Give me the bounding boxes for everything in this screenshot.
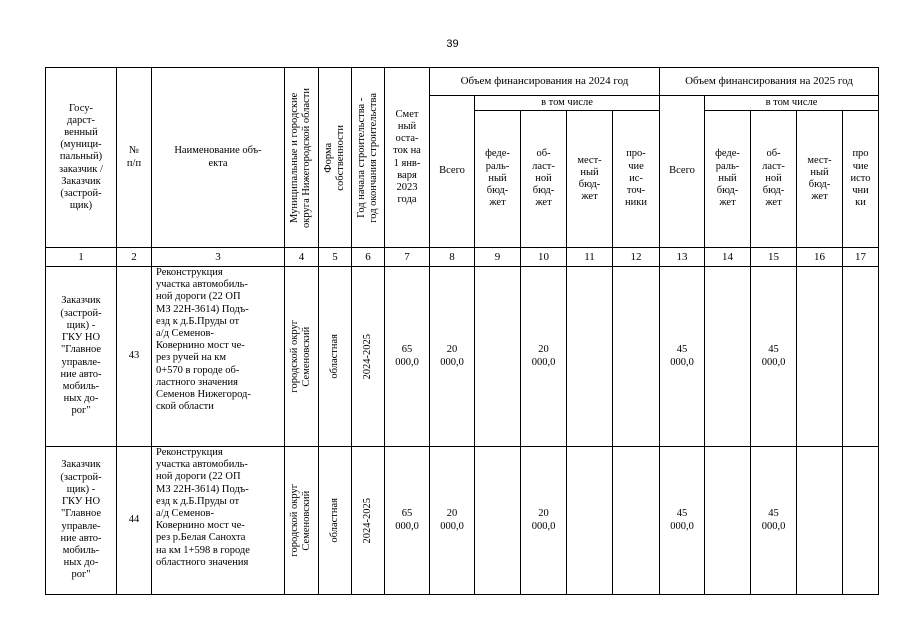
- years-text: 2024-2025: [361, 497, 373, 544]
- column-number: 16: [797, 248, 843, 267]
- header-including-2024: в том числе: [475, 96, 660, 111]
- header-total-2025: Всего: [660, 96, 705, 248]
- other-2025-cell: [843, 267, 879, 447]
- local-2025-cell: [797, 267, 843, 447]
- column-number: 9: [475, 248, 521, 267]
- header-ownership-cell: [319, 68, 352, 248]
- header-customer: Госу- дарст- венный (муници- пальный) заказчик / Заказчик (застрой- щик): [46, 68, 117, 248]
- other-2025-cell: [843, 447, 879, 595]
- estimate-cell: 65 000,0: [385, 447, 430, 595]
- header-years: Год начала строительства - год окончания строительства: [355, 92, 379, 223]
- regional-2024-cell: 20 000,0: [521, 267, 567, 447]
- column-number: 15: [751, 248, 797, 267]
- total-2024-cell: 20 000,0: [430, 267, 475, 447]
- row-number: 43: [117, 267, 152, 447]
- municipality-cell: [285, 267, 319, 447]
- years-text: 2024-2025: [361, 333, 373, 380]
- table-row: [46, 447, 879, 595]
- header-municipality: Муниципальные и городские округа Нижегородской области: [289, 87, 313, 228]
- ownership-cell: [319, 447, 352, 595]
- ownership-text: областная: [328, 498, 340, 543]
- customer-cell: Заказчик (застрой- щик) - ГКУ НО "Главное управле- ние авто- мобиль- ных до- рог": [46, 267, 117, 447]
- column-number: 13: [660, 248, 705, 267]
- municipality-cell: [285, 447, 319, 595]
- estimate-cell: 65 000,0: [385, 267, 430, 447]
- column-number: 8: [430, 248, 475, 267]
- column-number: 2: [117, 248, 152, 267]
- column-number: 14: [705, 248, 751, 267]
- ownership-text: областная: [328, 334, 340, 379]
- local-2025-cell: [797, 447, 843, 595]
- header-municipality-cell: [285, 68, 319, 248]
- header-federal-2024: феде- раль- ный бюд- жет: [475, 111, 521, 248]
- table-row: [46, 267, 879, 447]
- header-federal-2025: феде- раль- ный бюд- жет: [705, 111, 751, 248]
- other-2024-cell: [613, 267, 660, 447]
- object-name-cell: Реконструкция участка автомобиль- ной дороги (22 ОП МЗ 22Н-3614) Подъ- езд к д.Б.Пруды от а/д Семенов- Ковернино мост че- рез р.Белая Санохта на км 1+598 в городе областного значения: [152, 447, 285, 595]
- header-years-cell: [352, 68, 385, 248]
- page-number: 39: [446, 38, 459, 50]
- total-2025-cell: 45 000,0: [660, 447, 705, 595]
- header-regional-2025: об- ласт- ной бюд- жет: [751, 111, 797, 248]
- header-financing-2024: Объем финансирования на 2024 год: [430, 68, 660, 96]
- header-object-name: Наименование объ- екта: [152, 68, 285, 248]
- customer-cell: Заказчик (застрой- щик) - ГКУ НО "Главное управле- ние авто- мобиль- ных до- рог": [46, 447, 117, 595]
- federal-2024-cell: [475, 267, 521, 447]
- column-number: 5: [319, 248, 352, 267]
- financing-table: [45, 67, 879, 595]
- municipality-text: городской округ Семеновский: [289, 320, 313, 393]
- municipality-text: городской округ Семеновский: [289, 484, 313, 557]
- header-row-1: [46, 68, 879, 96]
- federal-2025-cell: [705, 447, 751, 595]
- total-2025-cell: 45 000,0: [660, 267, 705, 447]
- regional-2024-cell: 20 000,0: [521, 447, 567, 595]
- header-number: № п/п: [117, 68, 152, 248]
- header-total-2024: Всего: [430, 96, 475, 248]
- regional-2025-cell: 45 000,0: [751, 447, 797, 595]
- header-financing-2025: Объем финансирования на 2025 год: [660, 68, 879, 96]
- column-number: 3: [152, 248, 285, 267]
- column-number: 10: [521, 248, 567, 267]
- column-number: 1: [46, 248, 117, 267]
- other-2024-cell: [613, 447, 660, 595]
- years-cell: [352, 267, 385, 447]
- header-local-2024: мест- ный бюд- жет: [567, 111, 613, 248]
- ownership-cell: [319, 267, 352, 447]
- header-regional-2024: об- ласт- ной бюд- жет: [521, 111, 567, 248]
- column-number: 11: [567, 248, 613, 267]
- row-number: 44: [117, 447, 152, 595]
- header-ownership: Форма собственности: [322, 124, 346, 191]
- header-other-2024: про- чие ис- точ- ники: [613, 111, 660, 248]
- local-2024-cell: [567, 267, 613, 447]
- column-number: 17: [843, 248, 879, 267]
- column-number: 7: [385, 248, 430, 267]
- header-local-2025: мест- ный бюд- жет: [797, 111, 843, 248]
- column-number: 4: [285, 248, 319, 267]
- federal-2025-cell: [705, 267, 751, 447]
- header-estimate: Смет ный оста- ток на 1 янв- варя 2023 года: [385, 68, 430, 248]
- local-2024-cell: [567, 447, 613, 595]
- object-name-cell: Реконструкция участка автомобиль- ной дороги (22 ОП МЗ 22Н-3614) Подъ- езд к д.Б.Пруды от а/д Семенов- Ковернино мост че- рез ручей на км 0+570 в городе об- ластного значения Семенов Нижегород- ской области: [152, 267, 285, 447]
- total-2024-cell: 20 000,0: [430, 447, 475, 595]
- column-number-row: [46, 248, 879, 267]
- regional-2025-cell: 45 000,0: [751, 267, 797, 447]
- header-including-2025: в том числе: [705, 96, 879, 111]
- column-number: 12: [613, 248, 660, 267]
- column-number: 6: [352, 248, 385, 267]
- header-other-2025: про чие исто чни ки: [843, 111, 879, 248]
- federal-2024-cell: [475, 447, 521, 595]
- years-cell: [352, 447, 385, 595]
